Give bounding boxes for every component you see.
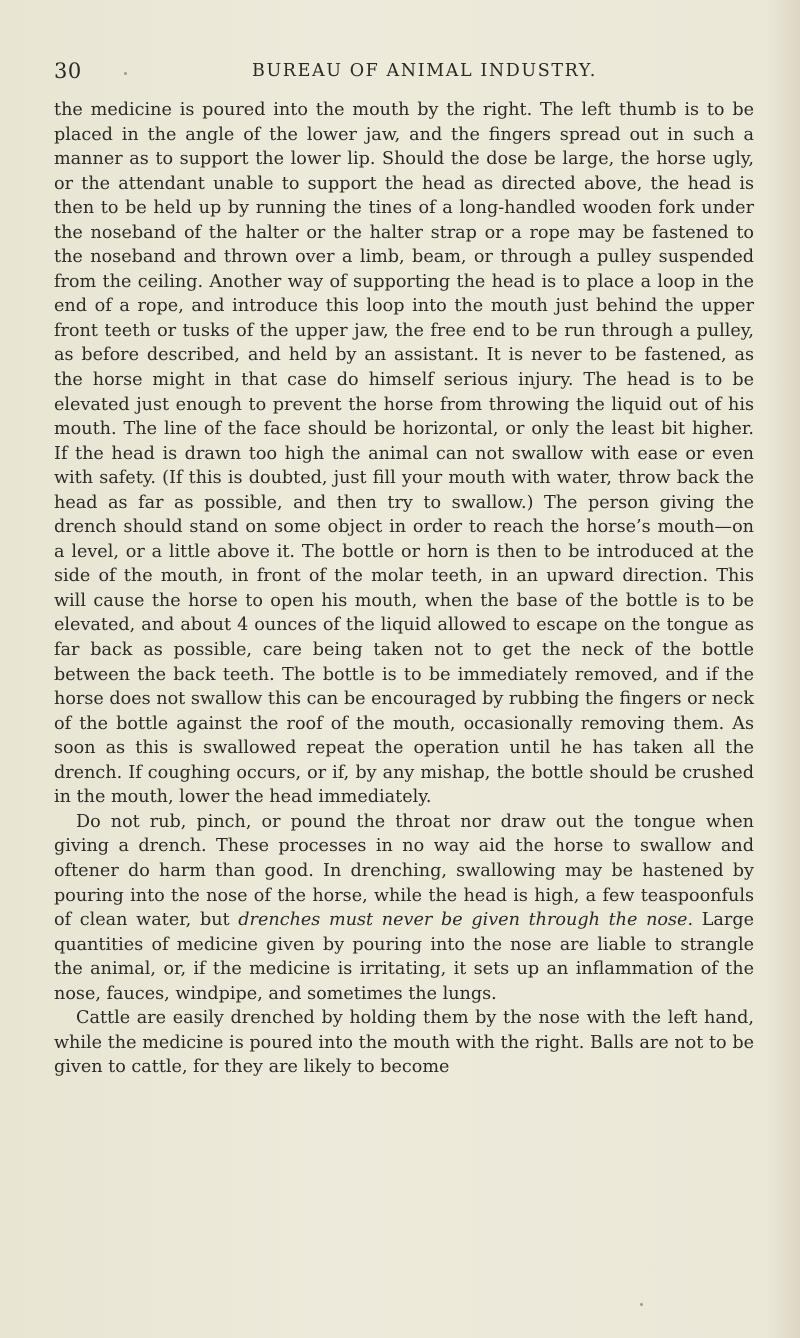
ink-speck (124, 72, 127, 75)
ink-speck (640, 1303, 643, 1306)
running-head (54, 59, 748, 87)
paragraph-text-end: Large quantities of medicine given by pouring into the nose are liable to strangle the animal, or, if the medicine is irritating, it sets up an inflammation of the nose, fauces, windpipe, and sometimes the lungs. (54, 910, 754, 1004)
italic-warning: drenches must never be given through the nose. (238, 910, 694, 931)
paragraph-horse-drenching: the medicine is poured into the mouth by the right. The left thumb is to be placed in the angle of the lower jaw, and the fingers spread out in such a manner as to support the lower lip. Should the dose be large, the horse ugly, or the attendant unable to support the head as directed above, the head is then to be held up by running the tines of a long-handled wooden fork under the noseband of the halter or the halter strap or a rope may be fastened to the noseband and thrown over a limb, beam, or through a pulley suspended from the ceiling. Another way of supporting the head is to place a loop in the end of a rope, and introduce this loop into the mouth just behind the upper front teeth or tusks of the upper jaw, the free end to be run through a pulley, as before described, and held by an assistant. It is never to be fastened, as the horse might in that case do himself serious injury. The head is to be elevated just enough to prevent the horse from throwing the liquid out of his mouth. The line of the face should be horizontal, or only the least bit higher. If the head is drawn too high the animal can not swallow with ease or even with safety. (If this is doubted, just fill your mouth with water, throw back the head as far as possible, and then try to swallow.) The person giving the drench should stand on some object in order to reach the horse’s mouth—on a level, or a little above it. The bottle or horn is then to be introduced at the side of the mouth, in front of the molar teeth, in an upward direction. This will cause the horse to open his mouth, when the base of the bottle is to be elevated, and about 4 ounces of the liquid allowed to escape on the tongue as far back as possible, care being taken not to get the neck of the bottle between the back teeth. The bottle is to be immediately removed, and if the horse does not swallow this can be encouraged by rubbing the fingers or neck of the bottle against the roof of the mouth, occasionally removing them. As soon as this is swallowed repeat the operation until he has taken all the drench. If coughing occurs, or if, by any mishap, the bottle should be crushed in the mouth, lower the head immediately. (54, 100, 754, 808)
body-text (54, 98, 754, 1080)
running-head-title: BUREAU OF ANIMAL INDUSTRY. (252, 61, 597, 81)
paragraph-cattle-drenching: Cattle are easily drenched by holding them by the nose with the left hand, while the medicine is poured into the mouth with the right. Balls are not to be given to cattle, for they are likely to become (54, 1008, 754, 1078)
paragraph-text-start: Do not rub, pinch, or pound the throat nor draw out the tongue when giving a drench. These processes in no way aid the horse to swallow and oftener do harm than good. In drenching, swallowing may be hastened by pouring into the nose of the horse, while the head is high, a few teaspoonfuls of clean water, but (54, 811, 754, 931)
page-number: 30 (54, 59, 82, 83)
paragraph-throat-warning (54, 810, 754, 1006)
page-edge-shadow (766, 0, 800, 1338)
